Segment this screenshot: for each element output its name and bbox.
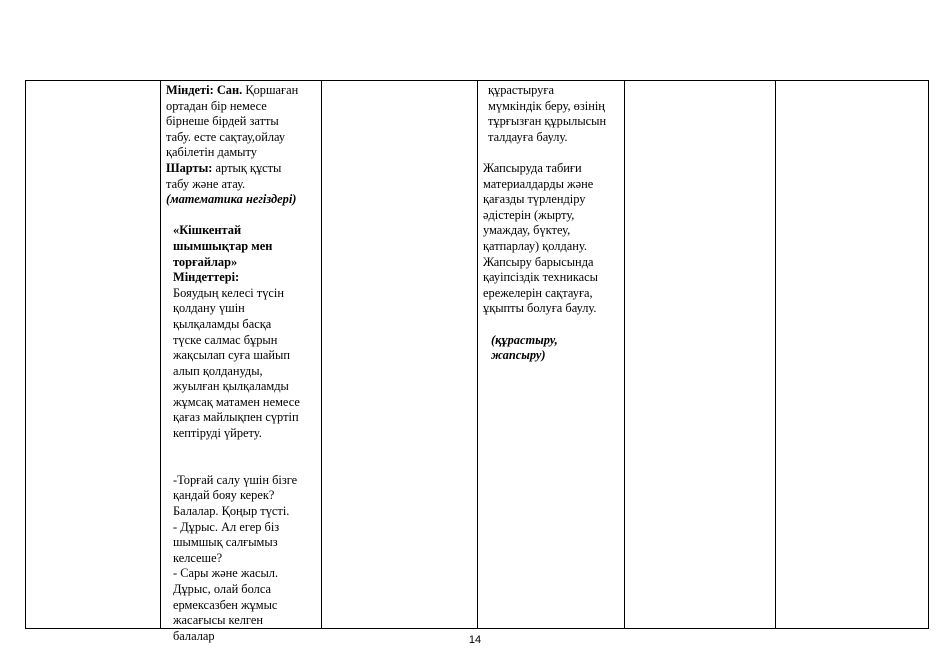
top-line: мүмкіндік беру, өзінің <box>488 98 605 113</box>
tasks-heading: Міндеттері: <box>173 270 240 285</box>
task-text-line: ортадан бір немесе <box>166 98 267 113</box>
tasks-line: алып қолдануды, <box>173 363 263 378</box>
tasks-line: жақсылап суға шайып <box>173 348 290 363</box>
task-text-line: табу. есте сақтау,ойлау <box>166 129 286 144</box>
dialog-line: шымшық салғымыз <box>173 535 278 550</box>
tasks-line: жұмсақ матамен немесе <box>173 394 300 409</box>
task-text: Қоршаған <box>245 83 299 97</box>
column-divider-2 <box>321 81 322 628</box>
subject-note: (математика негіздері) <box>166 192 297 207</box>
activity-title-line: шымшықтар мен <box>173 238 273 253</box>
dialog-line: ермексазбен жұмыс <box>173 597 278 612</box>
condition-line <box>166 161 321 177</box>
page-number: 14 <box>468 634 482 646</box>
activity-title-line: торғайлар» <box>173 254 238 269</box>
note-line: жапсыру) <box>491 348 546 363</box>
dialog-line: - Сары және жасыл. <box>173 566 279 581</box>
condition-label: Шарты: <box>166 160 213 175</box>
column-divider-1 <box>160 81 161 628</box>
applique-line: умаждау, бүктеу, <box>483 223 571 238</box>
tasks-line: кептіруді үйрету. <box>173 426 262 441</box>
top-line: талдауға баулу. <box>488 129 568 144</box>
tasks-line: жуылған қылқаламды <box>173 379 289 394</box>
cell-column-2 <box>166 81 321 644</box>
task-subject: Сан. <box>216 83 243 97</box>
cell-column-4 <box>483 81 625 364</box>
dialog-line: Дұрыс, олай болса <box>173 582 271 596</box>
applique-line: ережелерін сақтауға, <box>483 285 593 300</box>
applique-line: ұқыпты болуға баулу. <box>483 301 597 316</box>
activity-title-line: «Кішкентай <box>173 223 242 238</box>
note-line: (құрастыру, <box>491 332 558 347</box>
dialog-line: - Дұрыс. Ал егер біз <box>173 519 280 534</box>
tasks-line: қылқаламды басқа <box>173 316 272 331</box>
tasks-line: түске салмас бұрын <box>173 332 278 347</box>
task-label: Міндеті: <box>166 83 214 97</box>
column-divider-5 <box>775 81 776 628</box>
top-line: құрастыруға <box>488 83 554 97</box>
task-text-line: бірнеше бірдей затты <box>166 114 279 129</box>
applique-line: қағазды түрлендіру <box>483 192 586 207</box>
applique-line: Жапсыруда табиғи <box>483 160 582 175</box>
dialog-line: қандай бояу керек? <box>173 488 275 503</box>
applique-line: материалдарды және <box>483 176 594 191</box>
dialog-line: Балалар. Қоңыр түсті. <box>173 504 290 519</box>
dialog-line: жасағысы келген <box>173 613 263 628</box>
applique-line: Жапсыру барысында <box>483 254 594 269</box>
applique-line: қауіпсіздік техникасы <box>483 270 598 285</box>
tasks-line: Бояудың келесі түсін <box>173 285 284 300</box>
column-divider-3 <box>477 81 478 628</box>
condition-text-line: табу және атау. <box>166 176 246 191</box>
dialog-line: келсеше? <box>173 550 223 565</box>
applique-line: қатпарлау) қолдану. <box>483 238 587 253</box>
dialog-line: -Торғай салу үшін бізге <box>173 472 298 487</box>
top-line: тұрғызған құрылысын <box>488 114 607 129</box>
condition-text: артық құсты <box>215 160 282 175</box>
tasks-line: қағаз майлықпен сүртіп <box>173 410 299 425</box>
task-text-line: қабілетін дамыту <box>166 145 257 160</box>
task-line <box>166 83 321 99</box>
applique-line: әдістерін (жырту, <box>483 207 575 222</box>
tasks-line: қолдану үшін <box>173 301 245 316</box>
dialog-line: балалар <box>173 628 215 643</box>
